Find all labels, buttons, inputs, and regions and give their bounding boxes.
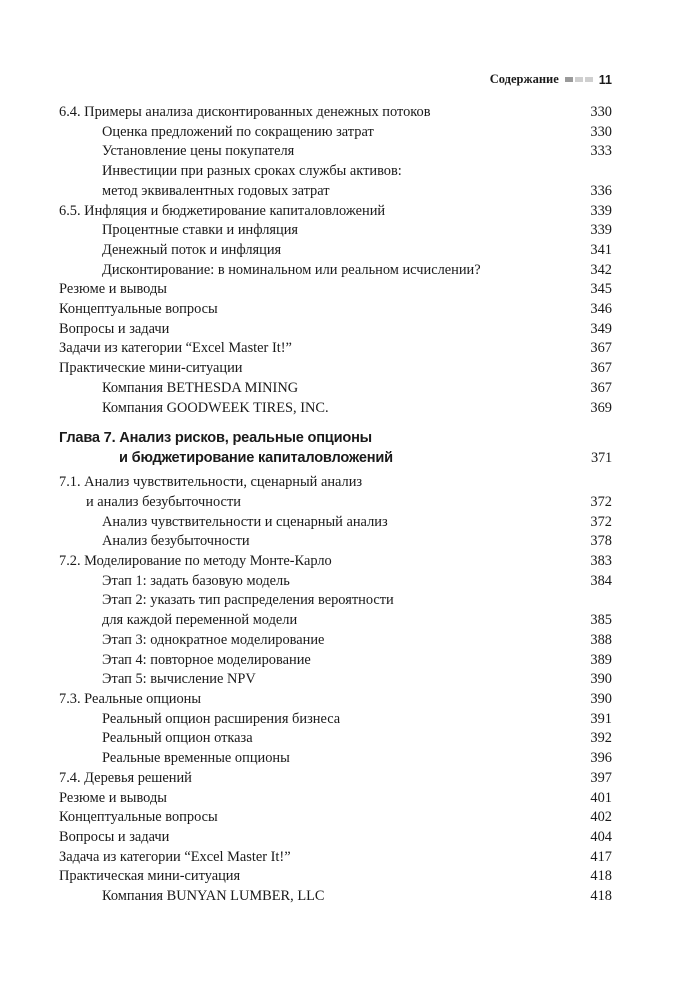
toc-entry-page: 339	[590, 222, 612, 239]
toc-section-chapter6	[59, 103, 612, 418]
toc-entry-title: Установление цены покупателя	[102, 143, 295, 160]
toc-entry	[59, 867, 612, 887]
toc-entry	[59, 808, 612, 828]
toc-entry	[59, 670, 612, 690]
chapter-page-number: 371	[591, 450, 612, 467]
toc-entry-page: 372	[590, 493, 612, 510]
toc-entry-page: 390	[590, 671, 612, 688]
table-of-contents	[59, 103, 612, 907]
running-head-page-number: 11	[598, 72, 612, 87]
toc-entry-title: 6.5. Инфляция и бюджетирование капиталовложений	[59, 202, 386, 219]
toc-entry-title: Концептуальные вопросы	[59, 301, 218, 318]
toc-entry-page: 345	[590, 281, 612, 298]
running-head-section: Содержание	[489, 72, 559, 86]
toc-entry	[59, 280, 612, 300]
toc-entry-page: 333	[590, 143, 612, 160]
toc-entry	[59, 789, 612, 809]
toc-entry-page: 330	[590, 104, 612, 120]
toc-chapter-line2	[59, 448, 612, 468]
running-head-marks	[565, 77, 593, 82]
toc-entry	[59, 202, 612, 222]
toc-entry-title: Практическая мини-ситуация	[59, 868, 241, 885]
toc-entry-title: 7.2. Моделирование по методу Монте-Карло	[59, 553, 332, 570]
toc-entry-title: Реальный опцион расширения бизнеса	[102, 710, 341, 727]
toc-entry-title: 7.1. Анализ чувствительности, сценарный анализ	[59, 474, 363, 491]
toc-entry-title: Денежный поток и инфляция	[102, 241, 282, 258]
toc-entry-title: Практические мини-ситуации	[59, 360, 243, 377]
toc-entry	[59, 473, 612, 493]
toc-entry	[59, 123, 612, 143]
toc-entry	[59, 300, 612, 320]
toc-entry-title: Компания GOODWEEK TIRES, INC.	[102, 399, 329, 416]
toc-entry	[59, 690, 612, 710]
toc-entry-page: 390	[590, 690, 612, 707]
toc-entry-page: 378	[590, 533, 612, 550]
toc-entry	[59, 379, 612, 399]
toc-entry-page: 417	[590, 848, 612, 865]
toc-chapter-line1	[59, 428, 612, 448]
toc-entry-title: Анализ чувствительности и сценарный анализ	[102, 513, 388, 530]
toc-entry	[59, 769, 612, 789]
toc-entry-page: 342	[590, 261, 612, 278]
toc-entry	[59, 532, 612, 552]
toc-entry-page: 391	[590, 710, 612, 727]
toc-entry	[59, 749, 612, 769]
toc-entry	[59, 651, 612, 671]
toc-entry-title: Реальные временные опционы	[102, 750, 290, 767]
toc-entry-page: 392	[590, 730, 612, 747]
toc-entry-page: 367	[590, 340, 612, 357]
toc-entry-title: и анализ безубыточности	[86, 493, 241, 510]
toc-entry-page: 339	[590, 202, 612, 219]
toc-entry-page: 336	[590, 182, 612, 199]
toc-entry-title: Резюме и выводы	[59, 789, 167, 806]
toc-entry-page: 372	[590, 513, 612, 530]
toc-entry-title: 7.4. Деревья решений	[59, 769, 192, 786]
toc-entry	[59, 399, 612, 419]
toc-entry-page: 396	[590, 750, 612, 767]
toc-entry-page: 385	[590, 612, 612, 629]
toc-entry-page: 330	[590, 123, 612, 140]
toc-entry-title: Концептуальные вопросы	[59, 809, 218, 826]
toc-entry-title: Оценка предложений по сокращению затрат	[102, 123, 374, 140]
toc-chapter-heading	[59, 428, 612, 468]
toc-entry	[59, 493, 612, 513]
toc-entry-page: 346	[590, 301, 612, 318]
toc-entry-page: 397	[590, 769, 612, 786]
chapter-title-line1: Глава 7. Анализ рисков, реальные опционы	[59, 430, 372, 447]
toc-entry-title: Процентные ставки и инфляция	[102, 222, 299, 239]
toc-entry-title: Реальный опцион отказа	[102, 730, 253, 747]
toc-entry	[59, 339, 612, 359]
toc-entry-title: 6.4. Примеры анализа дисконтированных денежных потоков	[59, 104, 431, 120]
toc-entry-page: 402	[590, 809, 612, 826]
toc-entry	[59, 261, 612, 281]
toc-entry-title: Этап 1: задать базовую модель	[102, 572, 290, 589]
toc-entry	[59, 162, 612, 182]
toc-entry	[59, 182, 612, 202]
toc-entry	[59, 142, 612, 162]
toc-entry-title: 7.3. Реальные опционы	[59, 690, 202, 707]
toc-entry-page: 341	[590, 241, 612, 258]
toc-entry-title: Дисконтирование: в номинальном или реальном исчислении?	[102, 261, 481, 278]
toc-entry-title: Вопросы и задачи	[59, 828, 170, 845]
toc-entry	[59, 241, 612, 261]
toc-entry	[59, 221, 612, 241]
toc-entry-page: 369	[590, 399, 612, 416]
toc-entry-page: 367	[590, 360, 612, 377]
toc-entry	[59, 848, 612, 868]
toc-section-chapter7	[59, 473, 612, 906]
toc-entry-title: для каждой переменной модели	[102, 612, 298, 629]
toc-entry-title: Этап 5: вычисление NPV	[102, 671, 256, 688]
toc-entry	[59, 729, 612, 749]
toc-entry	[59, 320, 612, 340]
toc-entry-page: 389	[590, 651, 612, 668]
toc-entry-page: 418	[590, 888, 612, 905]
toc-entry-page: 383	[590, 553, 612, 570]
toc-entry-title: Этап 4: повторное моделирование	[102, 651, 311, 668]
toc-entry-page: 401	[590, 789, 612, 806]
toc-entry-title: Этап 3: однократное моделирование	[102, 631, 325, 648]
toc-entry-page: 367	[590, 379, 612, 396]
toc-entry-title: Компания BETHESDA MINING	[102, 379, 299, 396]
toc-entry-page: 404	[590, 828, 612, 845]
toc-entry-page: 418	[590, 868, 612, 885]
toc-entry	[59, 887, 612, 907]
toc-entry-title: Анализ безубыточности	[102, 533, 250, 550]
toc-entry-page: 388	[590, 631, 612, 648]
toc-entry-title: Компания BUNYAN LUMBER, LLC	[102, 888, 325, 905]
toc-entry-title: Резюме и выводы	[59, 281, 167, 298]
toc-entry-title: Вопросы и задачи	[59, 320, 170, 337]
toc-entry-title: Задачи из категории “Excel Master It!”	[59, 340, 292, 357]
toc-entry	[59, 611, 612, 631]
toc-entry	[59, 828, 612, 848]
toc-entry	[59, 359, 612, 379]
toc-entry-page: 384	[590, 572, 612, 589]
toc-entry-title: метод эквивалентных годовых затрат	[102, 182, 330, 199]
toc-entry	[59, 631, 612, 651]
toc-entry	[59, 710, 612, 730]
chapter-title-line2: и бюджетирование капиталовложений	[119, 450, 393, 467]
toc-entry	[59, 572, 612, 592]
toc-entry	[59, 103, 612, 123]
toc-entry-title: Инвестиции при разных сроках службы активов:	[102, 163, 402, 180]
toc-entry-page: 349	[590, 320, 612, 337]
toc-entry-title: Этап 2: указать тип распределения вероятности	[102, 592, 394, 609]
toc-entry-title: Задача из категории “Excel Master It!”	[59, 848, 291, 865]
toc-entry	[59, 513, 612, 533]
toc-entry	[59, 591, 612, 611]
toc-entry	[59, 552, 612, 572]
running-head	[490, 72, 612, 87]
